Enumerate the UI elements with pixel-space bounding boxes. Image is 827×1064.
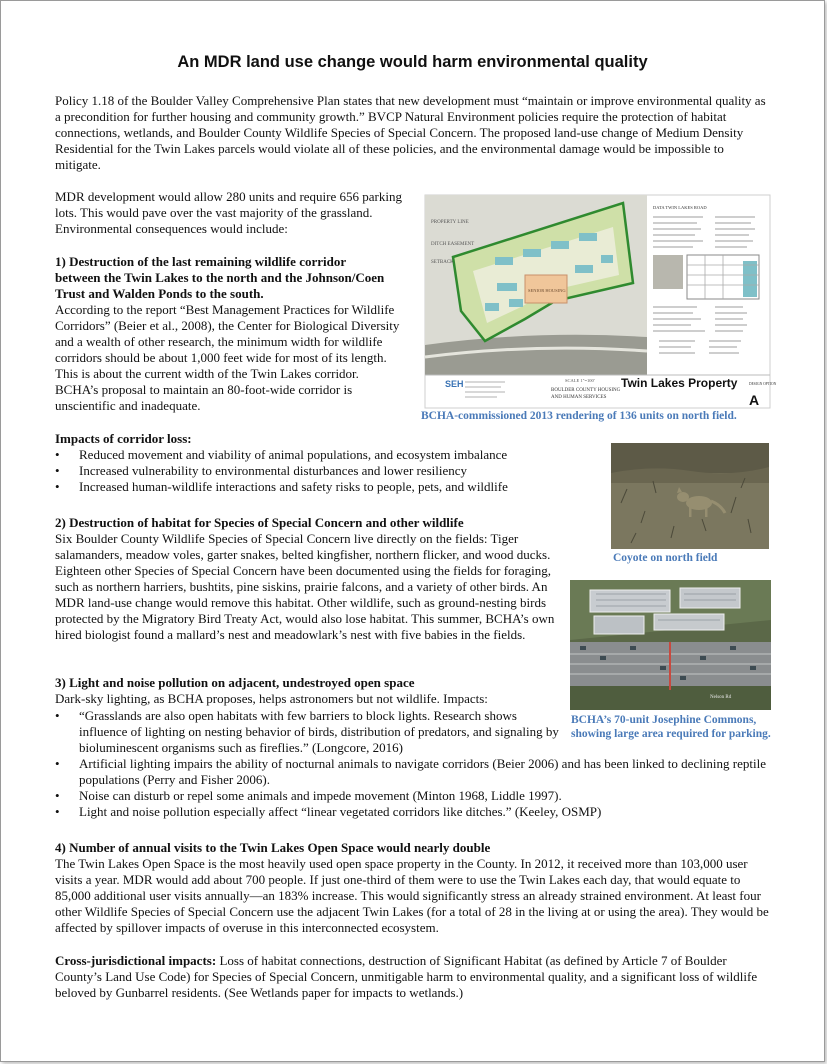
coyote-photo	[611, 443, 769, 549]
rendering-caption: BCHA-commissioned 2013 rendering of 136 units on north field.	[421, 410, 737, 422]
coyote-caption: Coyote on north field	[613, 552, 718, 564]
section-4-heading: 4) Number of annual visits to the Twin Lakes Open Space would nearly double	[55, 840, 491, 855]
site-plan-label-senior-housing: SENIOR HOUSING	[528, 288, 566, 293]
site-plan-option-letter: A	[749, 392, 760, 408]
list-item: • Light and noise pollution especially affect “linear vegetated corridors like ditches.” (Keeley, OSMP)	[55, 804, 775, 820]
list-item: • Artificial lighting impairs the ability of nocturnal animals to navigate corridors (Beier 2006) and has been linked to declining reptile populations (Perry and Fisher 2006).	[55, 756, 775, 788]
intro-paragraph: Policy 1.18 of the Boulder Valley Comprehensive Plan states that new development must “maintain or improve environmental quality as a precondition for further housing and community growth.” BVCP Natural Environment policies require the protection of habitat connections, wetlands, and Boulder County Wildlife Species of Special Concern. The proposed land-use change of Medium Density Residential for the Twin Lakes parcels would violate all of these policies, and the environmental damage would be impossible to mitigate.	[55, 93, 766, 172]
site-plan-property-title: Twin Lakes Property	[621, 376, 738, 390]
aerial-street-label: Nelson Rd	[710, 695, 732, 700]
site-plan-client-line-1: BOULDER COUNTY HOUSING	[551, 388, 621, 393]
impacts-heading: Impacts of corridor loss:	[55, 431, 192, 446]
aerial-drawing	[570, 580, 771, 710]
list-item: • Increased vulnerability to environmental disturbances and lower resiliency	[55, 463, 605, 479]
section-2-body: Six Boulder County Wildlife Species of Special Concern live directly on the fields: Tiger salamanders, meadow voles, garter snakes, belted kingfisher, northern flicker, and wood ducks. Eighteen other Species of Special Concern have been documented using the fields for foraging, such as northern harriers, bushtits, pine siskins, prairie falcons, and a variety of other birds. An MDR land-use change would remove this habitat. Other wildlife, such as ground-nesting birds protected by the Migratory Bird Treaty Act, would also lose habitat. This summer, BCHA’s own hired biologist found a mallard’s nest and meadowlark’s nest with five babies in the fields.	[55, 531, 555, 642]
lighting-impacts-list	[55, 708, 560, 756]
josephine-commons-aerial	[570, 580, 771, 710]
section-2-heading: 2) Destruction of habitat for Species of Special Concern and other wildlife	[55, 515, 464, 530]
josephine-caption: BCHA’s 70-unit Josephine Commons, showing large area required for parking.	[571, 714, 771, 740]
section-3-body: Dark-sky lighting, as BCHA proposes, helps astronomers but not wildlife. Impacts:	[55, 691, 488, 706]
cross-jurisdictional-body: Loss of habitat connections, destruction of Significant Habitat (as defined by Article 7 of Boulder County’s Land Use Code) for Species of Special Concern, unmitigable harm to environmental quality, and a significant loss of wildlife beloved by Gunbarrel residents. (See Wetlands paper for impacts to wetlands.)	[55, 953, 758, 1000]
cross-jurisdictional-paragraph	[55, 953, 773, 1001]
section-1-heading: 1) Destruction of the last remaining wildlife corridor between the Twin Lakes to the north and the Johnson/Coen Trust and Walden Ponds to the south.	[55, 254, 385, 301]
site-plan-label-setback: SETBACK	[431, 260, 454, 265]
list-item: • Noise can disturb or repel some animals and impede movement (Minton 1968, Liddle 1997).	[55, 788, 775, 804]
list-item: • “Grasslands are also open habitats with few barriers to block lights. Research shows influence of lighting on nesting behavior of birds, distribution of predators, and signaling by bioluminescent organisms such as fireflies.” (Longcore, 2016)	[55, 708, 560, 756]
coyote-photo-drawing	[611, 443, 769, 549]
impacts-list	[55, 447, 605, 495]
page-title: An MDR land use change would harm environmental quality	[177, 53, 648, 71]
section-1-body: According to the report “Best Management Practices for Wildlife Corridors” (Beier et al., 2008), the Center for Biological Diversity and a wealth of other research, the minimum width for wildlife corridors should be about 1,000 feet wide for most of its length. This is about the current width of the Twin Lakes corridor. BCHA’s proposal to maintain an 80-foot-wide corridor is unscientific and inadequate.	[55, 302, 400, 413]
site-plan-option-label: DESIGN OPTION	[749, 382, 777, 386]
section-3-heading: 3) Light and noise pollution on adjacent, undestroyed open space	[55, 675, 415, 690]
list-item: • Increased human-wildlife interactions and safety risks to people, pets, and wildlife	[55, 479, 605, 495]
site-plan-client-line-2: AND HUMAN SERVICES	[551, 395, 607, 400]
site-plan-label-property-line: PROPERTY LINE	[431, 220, 469, 225]
site-plan-table-title: DATA TWIN LAKES ROAD	[653, 205, 707, 210]
cross-jurisdictional-label: Cross-jurisdictional impacts:	[55, 953, 217, 968]
lighting-impacts-list-continued	[55, 756, 775, 820]
section-4-body: The Twin Lakes Open Space is the most heavily used open space property in the County. In 2012, it received more than 103,000 user visits a year. MDR would add about 700 people. If just one-third of them were to use the Twin Lakes each day, that would equate to 85,000 additional user visits annually—an 183% increase. This would significantly stress an already strained environment. At least four other Wildlife Species of Special Concern use the adjacent Twin Lakes (for a total of 28 in the living at or using the area). They would be affected by spillover impacts of overuse in this interconnected ecosystem.	[55, 856, 769, 935]
mdr-paragraph: MDR development would allow 280 units and require 656 parking lots. This would pave over the vast majority of the grassland. Environmental consequences would include:	[55, 189, 402, 236]
site-plan-label-ditch-easement: DITCH EASEMENT	[431, 242, 475, 247]
site-plan-scale: SCALE 1"=100'	[565, 378, 595, 383]
site-plan-firm-logo: SEH	[445, 379, 464, 389]
site-plan-rendering	[425, 195, 777, 408]
list-item: • Reduced movement and viability of animal populations, and ecosystem imbalance	[55, 447, 605, 463]
site-plan-drawing	[425, 195, 777, 408]
